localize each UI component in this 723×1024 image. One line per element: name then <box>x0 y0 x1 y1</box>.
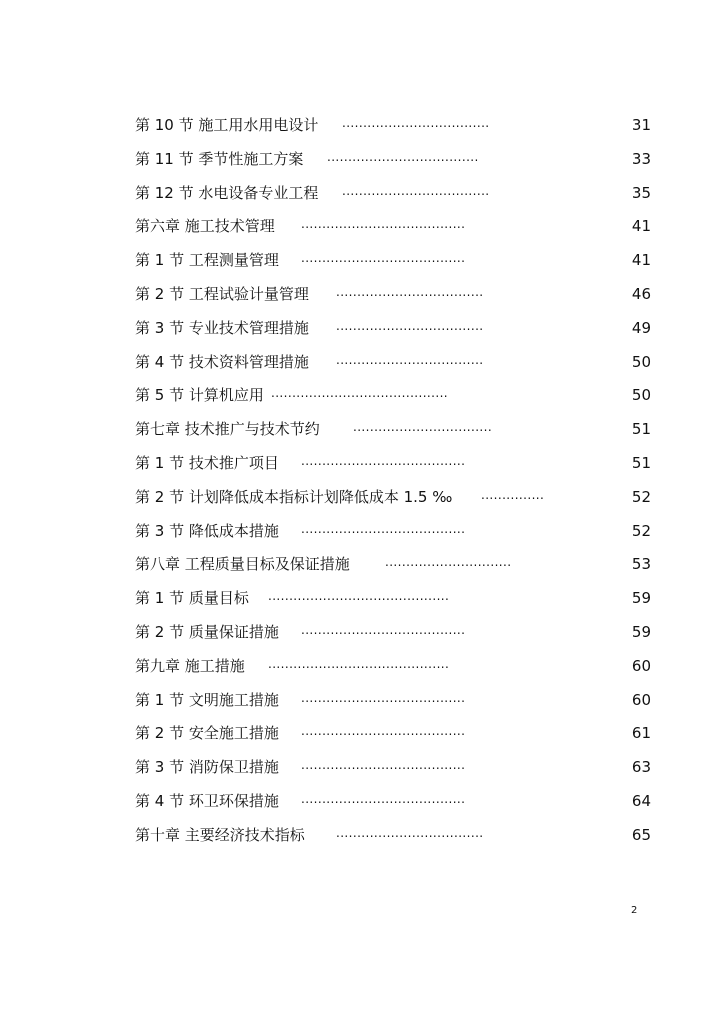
toc-entry <box>135 415 651 449</box>
toc-leader-dots: .............................. <box>385 555 512 570</box>
toc-page-number: 41 <box>631 217 651 236</box>
toc-entry <box>135 145 651 179</box>
footer-page-number: 2 <box>631 905 638 916</box>
toc-page-number: 50 <box>631 352 651 371</box>
toc-entry-label: 第 1 节 质量目标 <box>135 589 249 608</box>
toc-leader-dots: ....................................... <box>301 453 466 468</box>
toc-entry-label: 第七章 技术推广与技术节约 <box>135 420 320 439</box>
toc-leader-dots: ....................................... <box>301 251 466 266</box>
toc-entry <box>135 179 651 213</box>
toc-entry-label: 第 4 节 环卫环保措施 <box>135 791 279 810</box>
toc-leader-dots: ....................................... <box>301 622 466 637</box>
toc-entry <box>135 686 651 720</box>
toc-entry <box>135 787 651 821</box>
toc-entry <box>135 719 651 753</box>
toc-entry <box>135 618 651 652</box>
toc-entry-label: 第 3 节 消防保卫措施 <box>135 758 279 777</box>
toc-entry-label: 第 3 节 降低成本措施 <box>135 521 279 540</box>
toc-page-number: 46 <box>631 284 651 303</box>
toc-entry <box>135 449 651 483</box>
toc-leader-dots: ........................................... <box>268 589 450 604</box>
toc-entry <box>135 314 651 348</box>
toc-page-number: 31 <box>631 116 651 134</box>
toc-page-number: 59 <box>631 589 651 608</box>
toc-entry-label: 第 10 节 施工用水用电设计 <box>135 116 319 134</box>
toc-leader-dots: ....................................... <box>301 791 466 806</box>
toc-entry-label: 第 1 节 技术推广项目 <box>135 453 279 472</box>
toc-entry <box>135 381 651 415</box>
toc-entry-label: 第 1 节 文明施工措施 <box>135 690 279 709</box>
toc-entry <box>135 483 651 517</box>
toc-entry <box>135 348 651 382</box>
toc-leader-dots: ................................... <box>336 318 484 333</box>
toc-leader-dots: ....................................... <box>301 217 466 232</box>
toc-page-number: 52 <box>631 487 651 506</box>
toc-entry-label: 第 2 节 质量保证措施 <box>135 622 279 641</box>
toc-page-number: 41 <box>631 251 651 270</box>
toc-entry-label: 第 2 节 工程试验计量管理 <box>135 284 309 303</box>
toc-leader-dots: ................................... <box>342 116 490 130</box>
toc-entry <box>135 652 651 686</box>
toc-entry-label: 第 12 节 水电设备专业工程 <box>135 183 319 202</box>
toc-entry-label: 第 5 节 计算机应用 <box>135 386 264 405</box>
toc-leader-dots: ....................................... <box>301 758 466 773</box>
toc-leader-dots: ........................................... <box>268 656 450 671</box>
toc-leader-dots: ................................. <box>353 420 493 435</box>
toc-leader-dots: ................................... <box>342 183 490 198</box>
toc-page-number: 61 <box>631 724 651 743</box>
toc-entry <box>135 517 651 551</box>
toc-page-number: 59 <box>631 622 651 641</box>
toc-entry-label: 第 2 节 安全施工措施 <box>135 724 279 743</box>
toc-entry-label: 第 11 节 季节性施工方案 <box>135 149 304 168</box>
toc-page-number: 35 <box>631 183 651 202</box>
toc-page-number: 33 <box>631 149 651 168</box>
toc-entry <box>135 212 651 246</box>
toc-leader-dots: ................................... <box>336 352 484 367</box>
toc-page-number: 63 <box>631 758 651 777</box>
toc-leader-dots: ................................... <box>336 825 484 840</box>
toc-leader-dots: .......................................... <box>271 386 449 401</box>
toc-page-number: 53 <box>631 555 651 574</box>
toc-page-number: 64 <box>631 791 651 810</box>
toc-page-number: 60 <box>631 656 651 675</box>
toc-page-number: 52 <box>631 521 651 540</box>
toc-leader-dots: .................................... <box>327 149 479 164</box>
toc-entry-label: 第九章 施工措施 <box>135 656 245 675</box>
toc-entry <box>135 111 651 145</box>
toc-leader-dots: ............... <box>481 487 545 502</box>
toc-entry <box>135 821 651 855</box>
toc-page-number: 50 <box>631 386 651 405</box>
toc-entry-label: 第 2 节 计划降低成本指标计划降低成本 1.5 ‰ <box>135 487 453 506</box>
toc-leader-dots: ....................................... <box>301 521 466 536</box>
toc-leader-dots: ....................................... <box>301 724 466 739</box>
table-of-contents <box>135 111 651 855</box>
toc-page-number: 49 <box>631 318 651 337</box>
toc-entry <box>135 246 651 280</box>
toc-entry <box>135 280 651 314</box>
toc-page-number: 51 <box>631 420 651 439</box>
toc-page-number: 51 <box>631 453 651 472</box>
toc-entry-label: 第 4 节 技术资料管理措施 <box>135 352 309 371</box>
toc-entry-label: 第 3 节 专业技术管理措施 <box>135 318 309 337</box>
toc-entry-label: 第八章 工程质量目标及保证措施 <box>135 555 350 574</box>
toc-leader-dots: ................................... <box>336 284 484 299</box>
toc-leader-dots: ....................................... <box>301 690 466 705</box>
toc-entry-label: 第 1 节 工程测量管理 <box>135 251 279 270</box>
toc-page-number: 60 <box>631 690 651 709</box>
toc-entry <box>135 550 651 584</box>
toc-entry-label: 第十章 主要经济技术指标 <box>135 825 305 844</box>
toc-entry <box>135 753 651 787</box>
toc-page-number: 65 <box>631 825 651 844</box>
toc-entry-label: 第六章 施工技术管理 <box>135 217 275 236</box>
toc-entry <box>135 584 651 618</box>
